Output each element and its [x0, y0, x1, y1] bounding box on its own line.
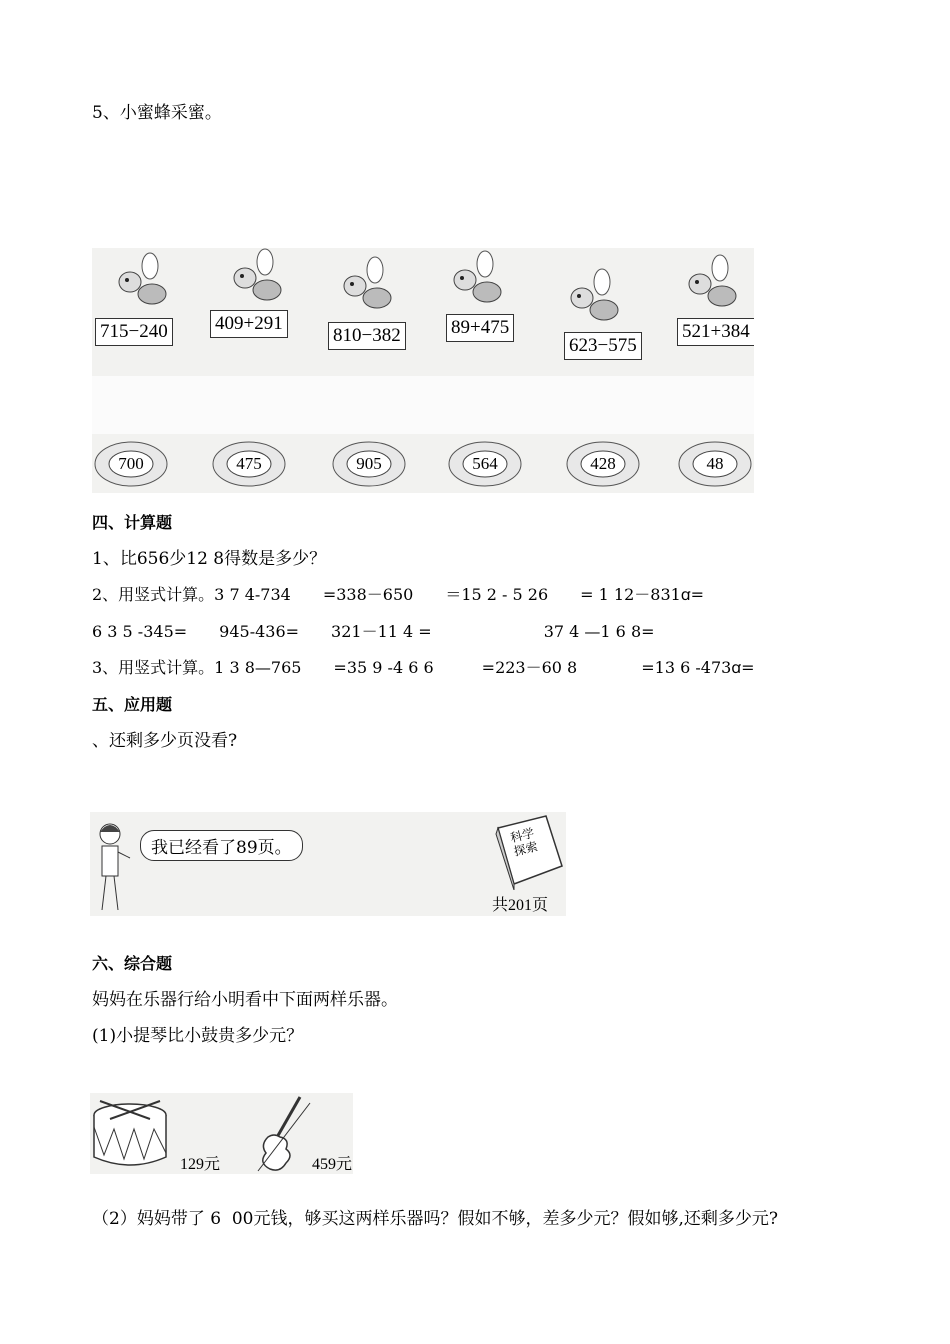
section-4-question-1: 1、比656少12 8得数是多少？ — [92, 549, 327, 569]
bee-expression: 623−575 — [564, 332, 642, 360]
bee-expression: 521+384 — [677, 318, 754, 346]
bee-expression: 409+291 — [210, 310, 288, 338]
drum-icon — [90, 1097, 170, 1174]
girl-icon — [92, 818, 132, 916]
bee-expression: 810−382 — [328, 322, 406, 350]
book-title: 科学探索 — [508, 825, 540, 859]
section-4-title: 四、计算题 — [92, 513, 173, 532]
flower-value: 428 — [590, 454, 616, 473]
flower-icon — [212, 440, 286, 488]
section-6-question-1: (1)小提琴比小鼓贵多少元？ — [92, 1026, 304, 1046]
question-5-title: 5、小蜜蜂采蜜。 — [92, 103, 222, 123]
flower-icon — [94, 440, 168, 488]
flower-icon — [448, 440, 522, 488]
speech-bubble — [140, 830, 303, 861]
section-5-title: 五、应用题 — [92, 695, 173, 714]
section-6-question-2: （2）妈妈带了 6 00元钱，够买这两样乐器吗？假如不够，差多少元？假如够,还剩多少元? — [92, 1209, 778, 1229]
violin-price: 459元 — [312, 1156, 353, 1173]
book-page-count: 共201页 — [492, 897, 549, 914]
section-5-question: 、还剩多少页没看? — [92, 731, 238, 751]
flower-value: 905 — [356, 454, 382, 473]
bee-expression: 89+475 — [446, 314, 514, 342]
flower-value: 564 — [472, 454, 498, 473]
bee-icon — [564, 268, 624, 334]
speech-text: 我已经看了89页。 — [151, 838, 292, 858]
bee-flower-figure — [92, 248, 754, 493]
reading-figure — [90, 812, 566, 916]
bee-icon — [447, 250, 507, 316]
drum-price: 129元 — [180, 1156, 221, 1173]
flower-value: 700 — [118, 454, 144, 473]
bee-icon — [337, 256, 397, 322]
flower-icon — [678, 440, 752, 488]
bee-icon — [112, 252, 172, 318]
section-4-question-3: 3、用竖式计算。1 3 8—765 =35 9 -4 6 6 =223－60 8 =13 6 -473ꭤ= — [92, 658, 755, 677]
book-icon — [490, 814, 564, 894]
section-6-title: 六、综合题 — [92, 954, 173, 973]
bee-expression: 715−240 — [95, 318, 173, 346]
section-4-question-2a: 2、用竖式计算。3 7 4-734 =338－650 ＝15 2 - 5 26 = 1 12－831ꭤ= — [92, 585, 705, 604]
bee-icon — [682, 254, 742, 320]
section-6-intro: 妈妈在乐器行给小明看中下面两样乐器。 — [92, 990, 398, 1010]
instruments-figure — [90, 1093, 353, 1174]
flower-value: 475 — [236, 454, 262, 473]
section-4-question-2b: 6 3 5 -345= 945-436= 321－11 4 = 37 4 —1 6 8= — [92, 622, 655, 641]
bee-icon — [227, 248, 287, 314]
flower-icon — [566, 440, 640, 488]
flower-value: 48 — [706, 454, 724, 473]
flower-icon — [332, 440, 406, 488]
violin-icon — [254, 1093, 314, 1174]
